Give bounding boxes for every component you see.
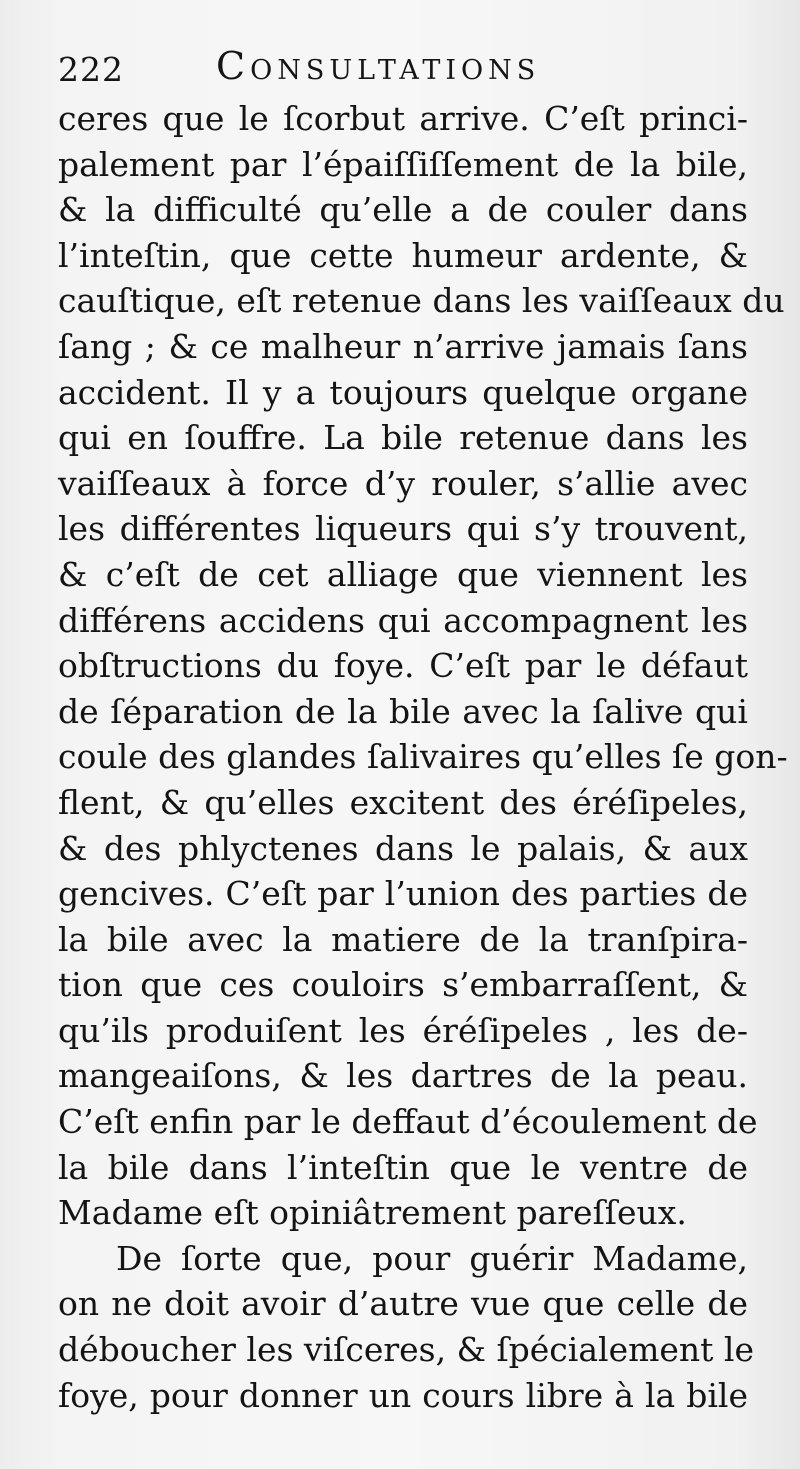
text-line: C’eſt enfin par le deffaut d’écoulement de [58,1102,758,1142]
text-line: mangeaiſons, & les dartres de la peau. [58,1056,748,1096]
text-line: Madame eſt opiniâtrement pareſſeux. [58,1193,687,1233]
text-line: qui en ſouffre. La bile retenue dans les [58,418,748,458]
text-line: qu’ils produiſent les éréſipeles , les de- [58,1010,748,1050]
text-line: gencives. C’eſt par l’union des parties de [58,874,748,914]
text-line: les différentes liqueurs qui s’y trouvent, [58,509,748,549]
running-head [58,44,758,94]
text-line: accident. Il y a toujours quelque organe [58,372,748,412]
text-line: tion que ces couloirs s’embarraſſent, & [58,965,748,1005]
text-line: de ſéparation de la bile avec la ſalive qui [58,691,748,731]
text-line: la bile avec la matiere de la tranſpira- [58,919,748,959]
text-line: De ſorte que, pour guérir Madame, [116,1238,748,1278]
text-line: cauſtique, eſt retenue dans les vaiſſeaux du [58,281,785,321]
text-line: différens accidens qui accompagnent les [58,600,748,640]
text-line: coule des glandes ſalivaires qu’elles ſe gon- [58,737,788,777]
text-line: palement par l’épaiſſiſſement de la bile, [58,144,748,184]
page-number: 222 [58,50,124,89]
paragraph-2 [58,1236,755,1418]
running-title: Consultations [216,44,541,88]
paragraph-1 [58,96,788,1236]
text-line: obſtructions du foye. C’eſt par le défaut [58,646,748,686]
text-line: déboucher les viſceres, & ſpécialement le [58,1330,755,1370]
text-line: & des phlyctenes dans le palais, & aux [58,828,748,868]
text-line: flent, & qu’elles excitent des éréſipeles, [58,782,748,822]
text-line: ſang ; & ce malheur n’arrive jamais ſans [58,326,748,366]
body-text [58,96,788,1418]
text-line: l’inteſtin, que cette humeur ardente, & [58,235,748,275]
text-line: & la difficulté qu’elle a de couler dans [58,190,748,230]
text-line: ceres que le ſcorbut arrive. C’eſt princi- [58,99,748,138]
text-line: vaiſſeaux à force d’y rouler, s’allie avec [58,463,748,503]
text-line: & c’eſt de cet alliage que viennent les [58,554,748,594]
text-line: on ne doit avoir d’autre vue que celle de [58,1284,748,1324]
text-line: la bile dans l’inteſtin que le ventre de [58,1147,748,1187]
text-line: foye, pour donner un cours libre à la bile [58,1375,748,1415]
